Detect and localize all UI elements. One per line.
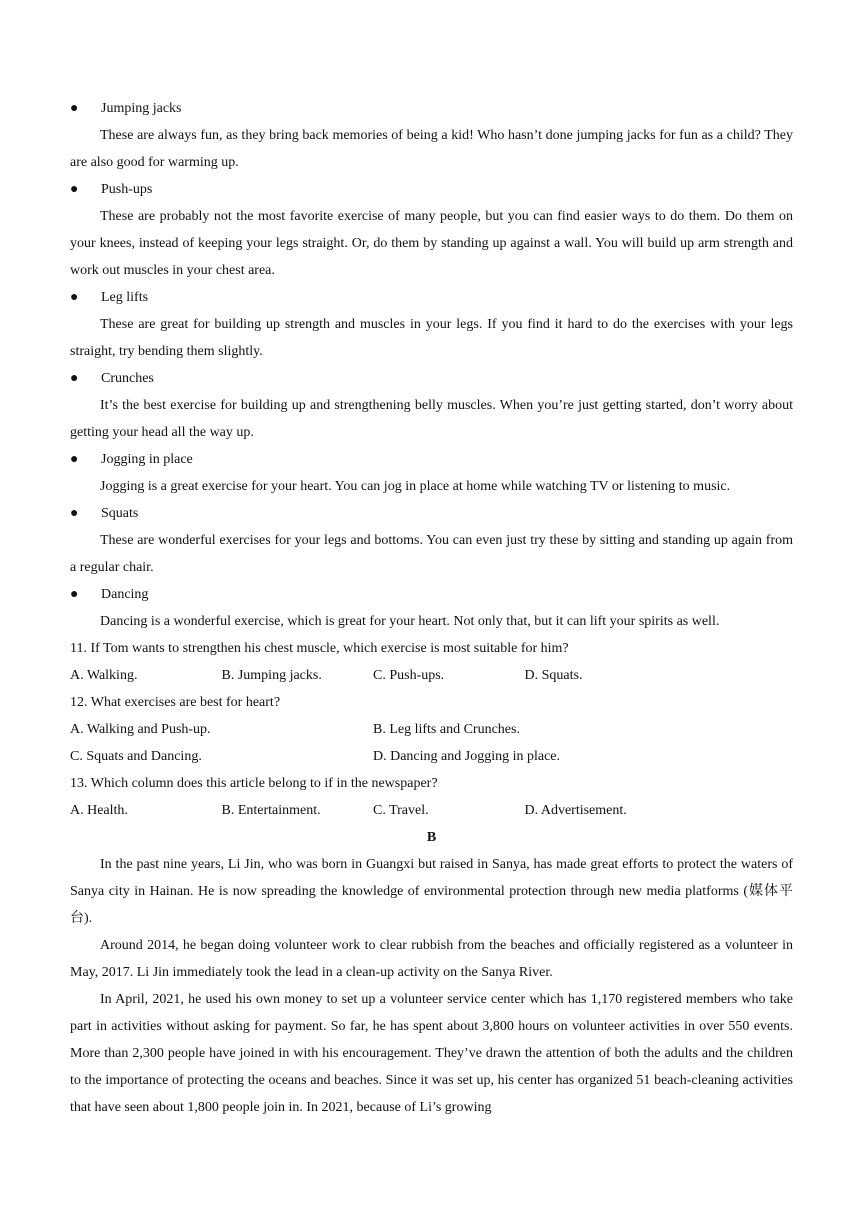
- exercise-item: [70, 446, 793, 500]
- exercise-name: Dancing: [101, 587, 149, 602]
- section-b: [70, 824, 793, 1121]
- article-paragraph: Around 2014, he began doing volunteer work to clear rubbish from the beaches and officially registered as a volunteer in May, 2017. Li Jin immediately took the lead in a clean-up activity on the Sanya River.: [70, 938, 793, 980]
- exercise-heading: [70, 446, 793, 473]
- answer-option: C. Travel.: [373, 803, 429, 818]
- exercise-heading: [70, 581, 793, 608]
- exercise-description: It’s the best exercise for building up and strengthening belly muscles. When you’re just getting started, don’t worry about getting your head all the way up.: [70, 398, 793, 440]
- exercise-item: [70, 176, 793, 284]
- answer-option: B. Jumping jacks.: [221, 668, 322, 683]
- exercise-heading: [70, 176, 793, 203]
- exercise-description: These are great for building up strength and muscles in your legs. If you find it hard to do the exercises with your legs straight, try bending them slightly.: [70, 317, 793, 359]
- exercise-description: Dancing is a wonderful exercise, which is great for your heart. Not only that, but it can lift your spirits as well.: [100, 614, 720, 629]
- answer-option: A. Walking and Push-up.: [70, 722, 211, 737]
- answer-option: A. Walking.: [70, 668, 138, 683]
- answer-options: [70, 743, 793, 770]
- exercise-name: Jumping jacks: [101, 101, 182, 116]
- answer-option: A. Health.: [70, 803, 128, 818]
- exercise-heading: [70, 95, 793, 122]
- bullet-icon: ●: [70, 371, 79, 386]
- exercise-description: These are probably not the most favorite exercise of many people, but you can find easier ways to do them. Do them on your knees, instead of keeping your legs straight. Or, do them by standing up against a wall. You will build up arm strength and work out muscles in your chest area.: [70, 209, 793, 278]
- bullet-icon: ●: [70, 506, 79, 521]
- answer-option: C. Push-ups.: [373, 668, 445, 683]
- bullet-icon: ●: [70, 101, 79, 116]
- question-stem: 12. What exercises are best for heart?: [70, 695, 281, 710]
- answer-option: D. Dancing and Jogging in place.: [373, 749, 561, 764]
- answer-options: [70, 662, 793, 689]
- answer-option: C. Squats and Dancing.: [70, 749, 202, 764]
- answer-options: [70, 716, 793, 743]
- bullet-icon: ●: [70, 290, 79, 305]
- article-paragraph: In April, 2021, he used his own money to set up a volunteer service center which has 1,170 registered members who take part in activities without asking for payment. So far, he has spent about 3,800 hours on volunteer activities in over 550 events. More than 2,300 people have joined in with his encouragement. They’ve drawn the attention of both the adults and the children to the importance of protecting the oceans and beaches. Since it was set up, his center has organized 51 beach-cleaning activities that have seen about 1,800 people join in. In 2021, because of Li’s growing: [70, 992, 793, 1115]
- exercise-item: [70, 500, 793, 581]
- article-paragraph: In the past nine years, Li Jin, who was born in Guangxi but raised in Sanya, has made great efforts to protect the waters of Sanya city in Hainan. He is now spreading the knowledge of environmental protection through new media platforms (媒体平台).: [70, 857, 793, 926]
- exercise-name: Push-ups: [101, 182, 153, 197]
- question-item: [70, 689, 793, 770]
- exercise-item: [70, 581, 793, 635]
- exercise-heading: [70, 284, 793, 311]
- exercise-item: [70, 365, 793, 446]
- document-page: [70, 95, 793, 1121]
- exercise-description: These are wonderful exercises for your legs and bottoms. You can even just try these by sitting and standing up again from a regular chair.: [70, 533, 793, 575]
- answer-option: D. Advertisement.: [524, 803, 627, 818]
- answer-options: [70, 797, 793, 824]
- exercise-name: Crunches: [101, 371, 154, 386]
- exercise-item: [70, 95, 793, 176]
- exercise-description: These are always fun, as they bring back memories of being a kid! Who hasn’t done jumping jacks for fun as a child? They are also good for warming up.: [70, 128, 793, 170]
- exercise-item: [70, 284, 793, 365]
- question-stem: 11. If Tom wants to strengthen his chest muscle, which exercise is most suitable for him?: [70, 641, 569, 656]
- question-stem: 13. Which column does this article belong to if in the newspaper?: [70, 776, 438, 791]
- answer-option: D. Squats.: [524, 668, 583, 683]
- exercise-heading: [70, 365, 793, 392]
- answer-option: B. Entertainment.: [221, 803, 321, 818]
- question-item: [70, 770, 793, 824]
- exercise-heading: [70, 500, 793, 527]
- section-title: B: [426, 830, 437, 845]
- exercise-name: Squats: [101, 506, 139, 521]
- bullet-icon: ●: [70, 452, 79, 467]
- answer-option: B. Leg lifts and Crunches.: [373, 722, 520, 737]
- exercise-name: Leg lifts: [101, 290, 149, 305]
- bullet-icon: ●: [70, 182, 79, 197]
- question-item: [70, 635, 793, 689]
- exercise-list: [70, 95, 793, 635]
- exercise-description: Jogging is a great exercise for your heart. You can jog in place at home while watching TV or listening to music.: [100, 479, 731, 494]
- question-list: [70, 635, 793, 824]
- exercise-name: Jogging in place: [101, 452, 193, 467]
- bullet-icon: ●: [70, 587, 79, 602]
